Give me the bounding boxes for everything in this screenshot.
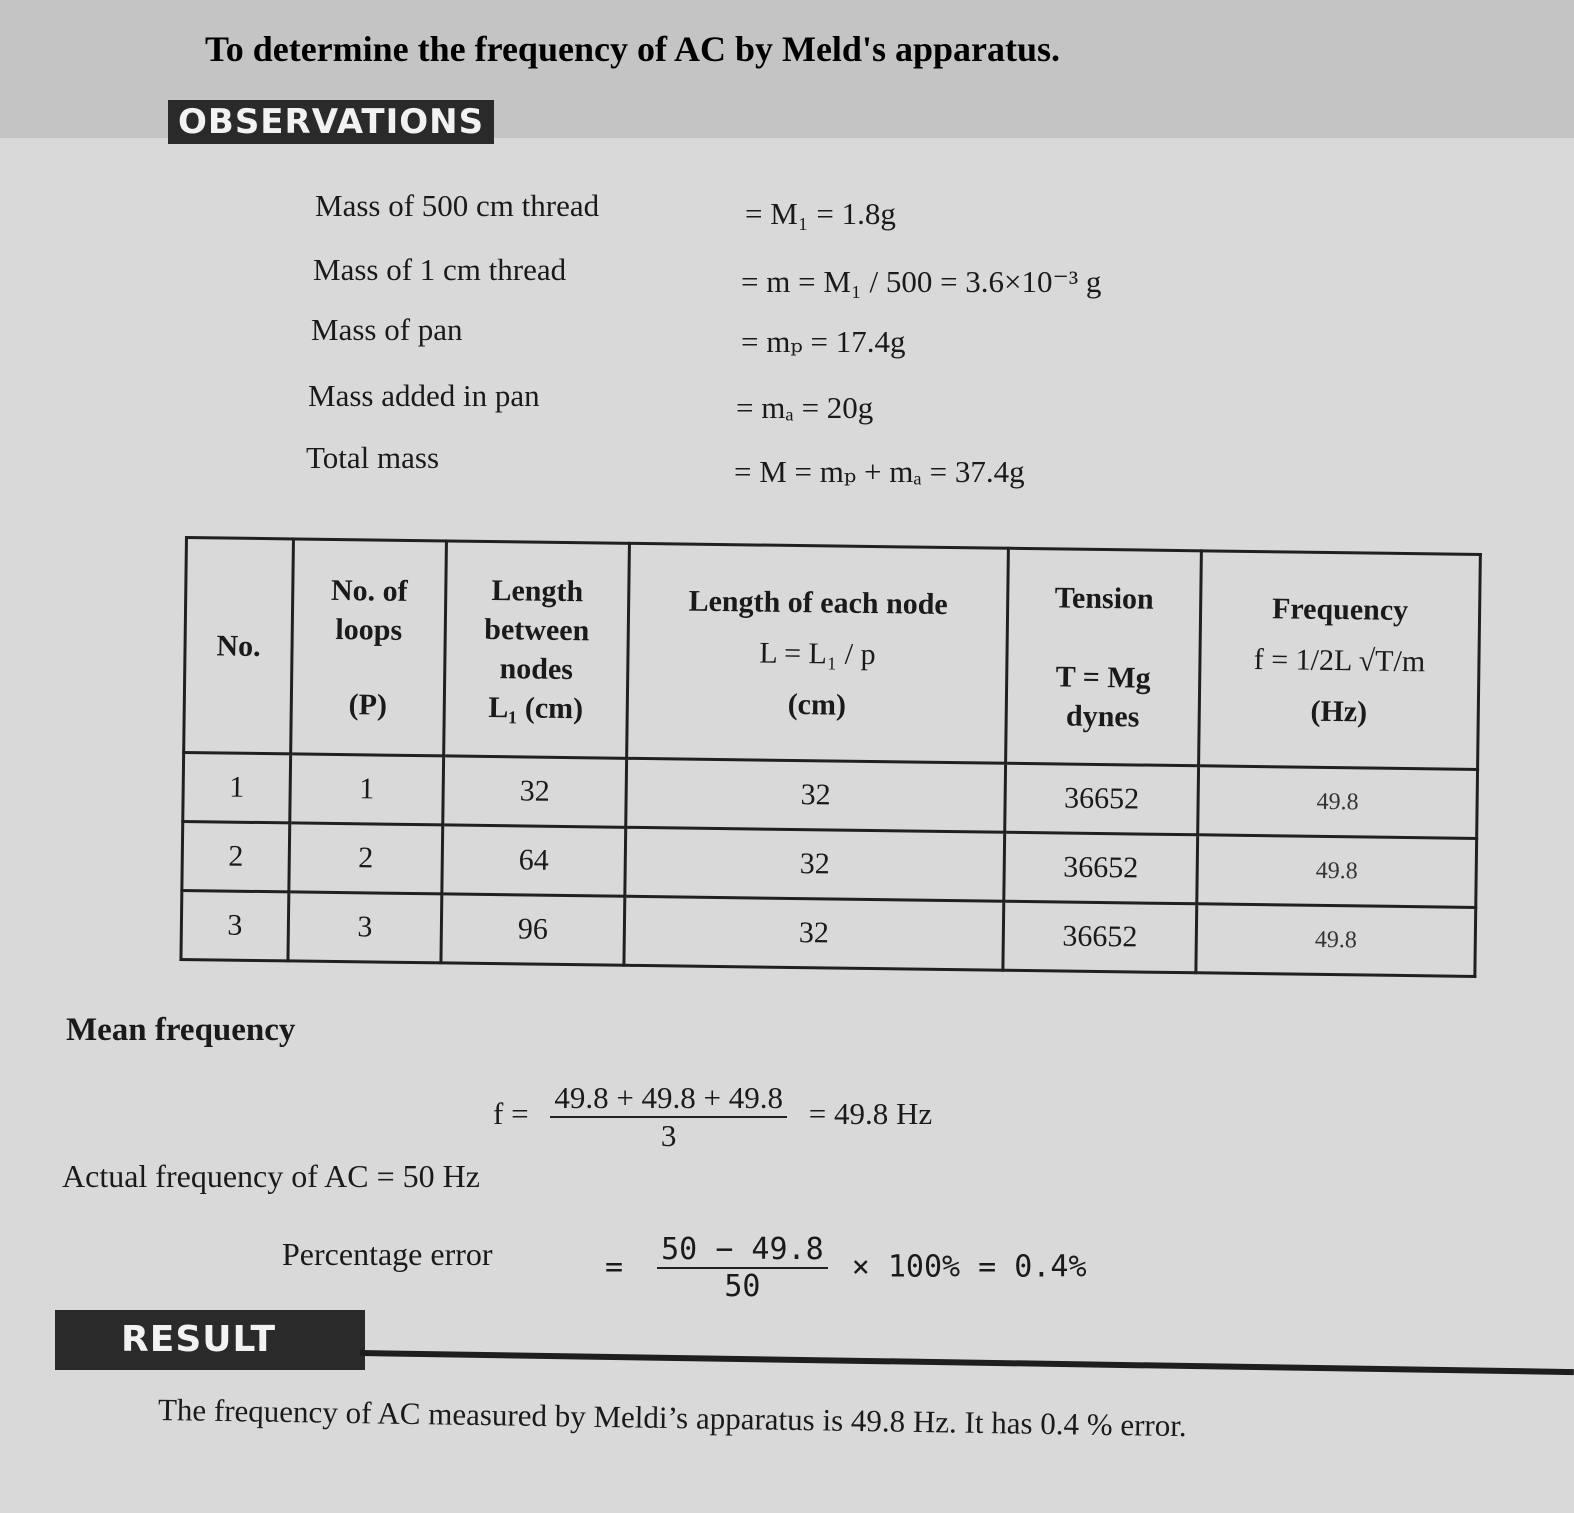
cell-no: 2 <box>182 821 290 891</box>
col-header-frequency: Frequency f = 1/2L √T/m (Hz) <box>1199 551 1481 770</box>
table-header-row <box>184 538 1481 770</box>
col-header-length: Length between nodes L₁ (cm) <box>444 541 630 758</box>
col-header-loops: No. of loops (P) <box>291 539 447 756</box>
cell-no: 1 <box>183 753 291 823</box>
cell-length: 64 <box>442 825 626 896</box>
percentage-error-label: Percentage error <box>282 1236 493 1272</box>
cell-no: 3 <box>181 890 289 960</box>
mean-frequency-label: Mean frequency <box>66 1012 296 1048</box>
perr-lhs: = <box>605 1249 624 1285</box>
obs-label: Mass of 500 cm thread <box>315 188 600 223</box>
obs-value: = mₚ = 17.4g <box>741 324 906 359</box>
cell-loops: 3 <box>288 892 442 963</box>
actual-frequency: Actual frequency of AC = 50 Hz <box>62 1158 480 1194</box>
perr-denominator: 50 <box>724 1269 761 1304</box>
cell-loops: 1 <box>290 754 444 825</box>
perr-fraction <box>657 1232 828 1304</box>
result-heading: RESULT <box>55 1310 365 1370</box>
perr-numerator: 50 − 49.8 <box>657 1232 828 1269</box>
obs-label: Mass added in pan <box>308 378 540 413</box>
result-divider <box>360 1350 1574 1375</box>
mean-fraction <box>550 1080 787 1154</box>
result-text: The frequency of AC measured by Meldi’s apparatus is 49.8 Hz. It has 0.4 % error. <box>157 1392 1187 1444</box>
mean-frequency-formula <box>493 1080 932 1154</box>
obs-label: Total mass <box>306 440 440 475</box>
observations-heading: OBSERVATIONS <box>168 100 494 144</box>
cell-frequency: 49.8 <box>1197 835 1477 908</box>
mean-denominator: 3 <box>660 1118 677 1153</box>
perr-result: × 100% = 0.4% <box>851 1249 1087 1285</box>
cell-node: 32 <box>626 758 1006 832</box>
col-header-no: No. <box>184 538 294 754</box>
cell-length: 32 <box>443 756 627 827</box>
obs-value: = mₐ = 20g <box>736 390 874 425</box>
obs-label: Mass of 1 cm thread <box>313 252 567 287</box>
cell-tension: 36652 <box>1003 901 1197 973</box>
cell-frequency: 49.8 <box>1196 904 1476 977</box>
col-header-node: Length of each node L = L₁ / p (cm) <box>627 543 1009 763</box>
cell-loops: 2 <box>289 823 443 894</box>
observation-table-wrap <box>179 536 1481 978</box>
obs-value: = m = M₁ / 500 = 3.6×10⁻³ g <box>741 264 1102 299</box>
obs-value: = M = mₚ + mₐ = 37.4g <box>734 454 1025 489</box>
obs-label: Mass of pan <box>311 312 463 347</box>
obs-value: = M₁ = 1.8g <box>745 196 896 231</box>
col-header-tension: Tension T = Mg dynes <box>1006 548 1202 766</box>
observation-table <box>179 536 1481 978</box>
mean-numerator: 49.8 + 49.8 + 49.8 <box>550 1080 787 1118</box>
mean-lhs: f = <box>493 1096 529 1132</box>
cell-frequency: 49.8 <box>1198 766 1478 839</box>
cell-node: 32 <box>624 896 1004 970</box>
page-title: To determine the frequency of AC by Meld's apparatus. <box>205 29 1060 69</box>
percentage-error-formula <box>605 1232 1087 1304</box>
cell-tension: 36652 <box>1005 763 1199 835</box>
mean-result: = 49.8 Hz <box>808 1096 933 1132</box>
cell-tension: 36652 <box>1004 832 1198 904</box>
cell-node: 32 <box>625 827 1005 901</box>
cell-length: 96 <box>441 894 625 965</box>
